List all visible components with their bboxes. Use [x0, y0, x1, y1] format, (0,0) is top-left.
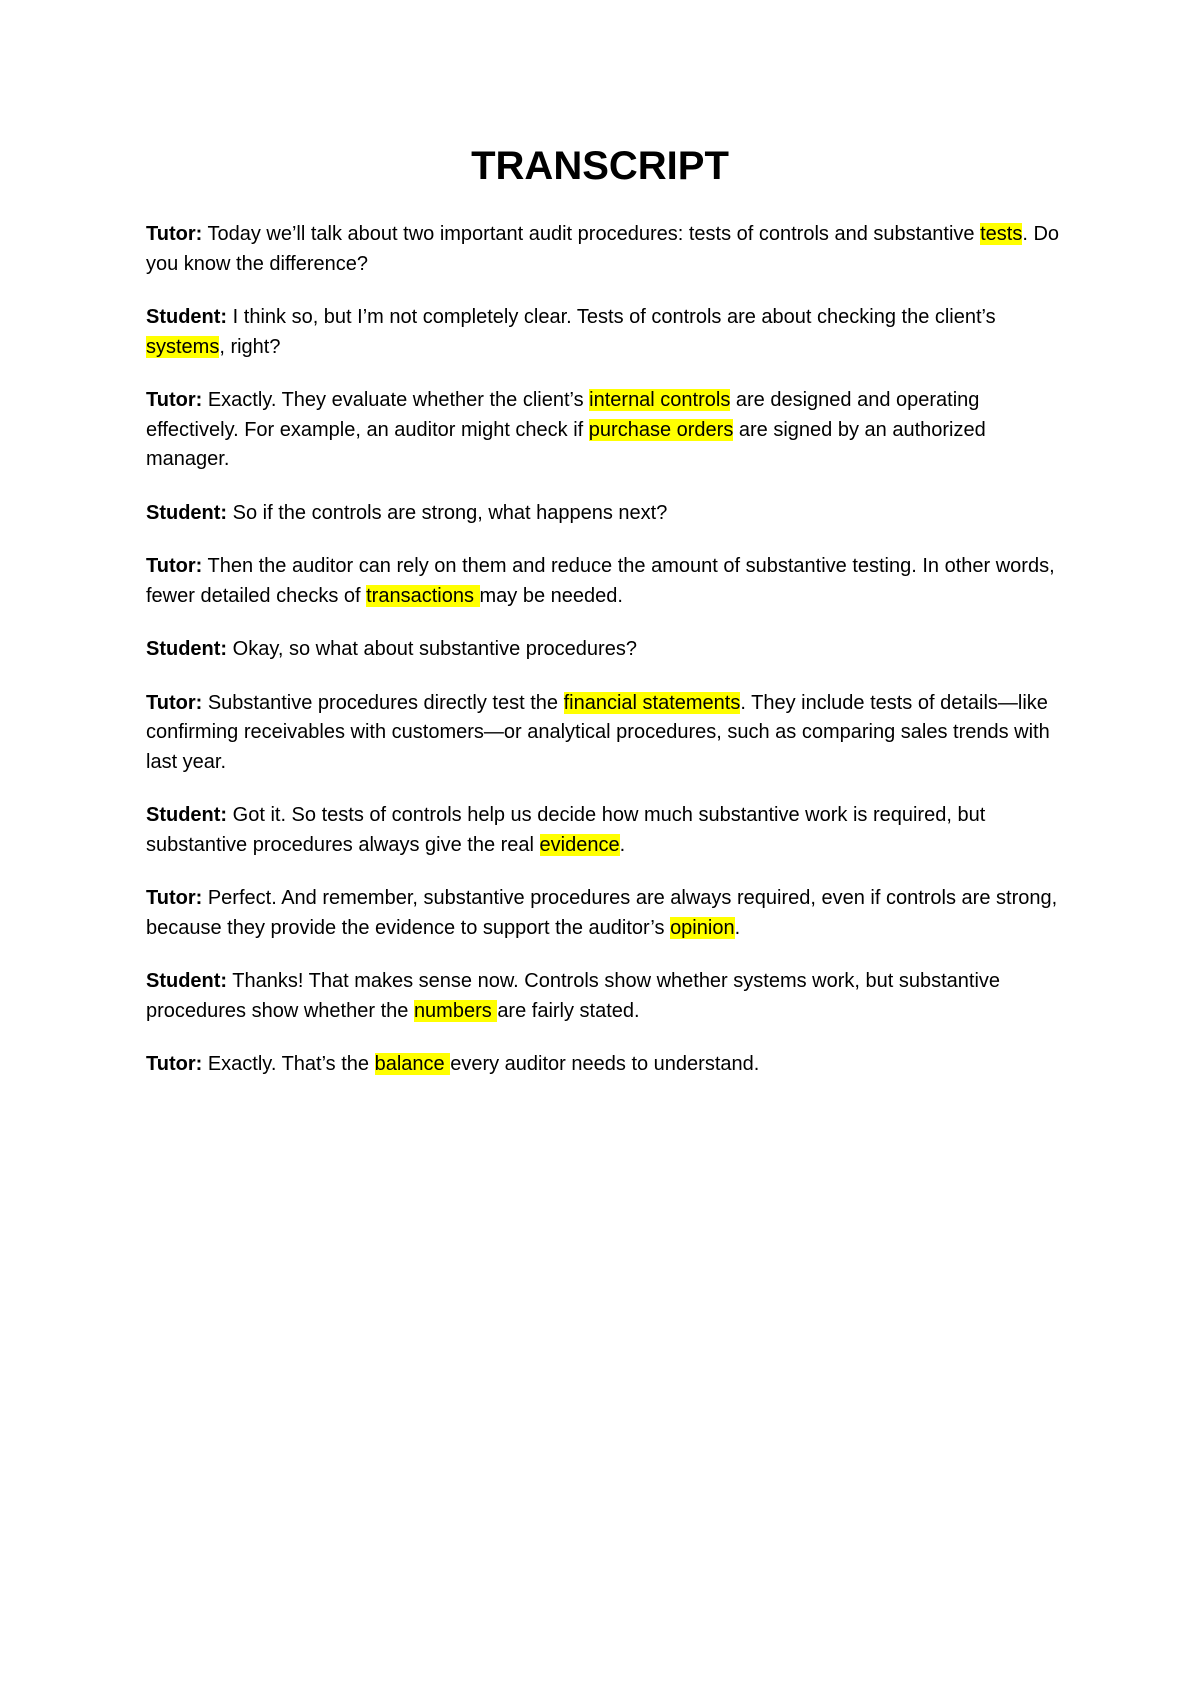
turn-text: Today we’ll talk about two important audit procedures: tests of controls and substantive: [202, 223, 981, 245]
transcript-turn: [146, 1050, 1066, 1080]
turn-text: I think so, but I’m not completely clear. Tests of controls are about checking the client’s: [227, 306, 996, 328]
turn-text: , right?: [219, 335, 281, 358]
turn-text: Thanks! That makes sense now. Controls show whether systems work, but substantive procedures show whether the: [146, 970, 1001, 1022]
turn-text: are fairly stated.: [497, 999, 640, 1022]
highlighted-term: purchase orders: [588, 418, 734, 441]
turn-text: Perfect. And remember, substantive procedures are always required, even if controls are strong, because they provide the evidence to support the auditor’s: [146, 887, 1058, 939]
highlighted-term: transactions: [366, 584, 480, 607]
speaker-label: Tutor:: [146, 1053, 203, 1075]
speaker-label: Tutor:: [146, 887, 203, 909]
transcript-turn: [146, 884, 1066, 943]
turn-text: every auditor needs to understand.: [450, 1053, 760, 1075]
turn-text: Okay, so what about substantive procedures?: [227, 638, 637, 660]
highlighted-term: systems: [146, 335, 220, 358]
speaker-label: Tutor:: [146, 691, 203, 714]
highlighted-term: evidence: [539, 833, 620, 856]
speaker-label: Tutor:: [146, 555, 203, 577]
turn-text: .: [619, 833, 626, 856]
turn-text: . They include tests of details—like confirming receivables with customers—or analytical procedures, such as comparing sales trends with last year.: [146, 691, 1050, 773]
highlighted-term: numbers: [413, 999, 498, 1022]
turn-text: are designed and operating effectively. For example, an auditor might check if: [146, 389, 980, 441]
highlighted-term: opinion: [670, 916, 735, 939]
highlighted-term: balance: [374, 1053, 451, 1075]
speaker-label: Student:: [146, 970, 228, 992]
speaker-label: Tutor:: [146, 223, 203, 245]
speaker-label: Tutor:: [146, 389, 203, 411]
turn-text: . Do you know the difference?: [146, 223, 1060, 275]
turn-text: are signed by an authorized manager.: [146, 418, 986, 470]
speaker-label: Student:: [146, 306, 228, 328]
highlighted-term: financial statements: [563, 691, 741, 714]
speaker-label: Student:: [146, 501, 228, 524]
transcript-turn: [146, 967, 1066, 1026]
document-title: TRANSCRIPT: [471, 144, 729, 188]
transcript-turn: [146, 220, 1066, 279]
speaker-label: Student:: [146, 638, 228, 660]
turn-text: Then the auditor can rely on them and reduce the amount of substantive testing. In other words, fewer detailed checks of: [146, 555, 1055, 607]
transcript-turn: [146, 801, 1066, 860]
turn-text: Exactly. That’s the: [202, 1053, 375, 1075]
transcript-turn: [146, 386, 1066, 475]
highlighted-term: internal controls: [589, 389, 731, 411]
turn-text: So if the controls are strong, what happens next?: [227, 501, 668, 524]
speaker-label: Student:: [146, 804, 228, 826]
transcript-body: [146, 220, 1066, 1104]
transcript-turn: [146, 303, 1066, 362]
transcript-turn: [146, 635, 1066, 665]
turn-text: may be needed.: [479, 584, 623, 607]
transcript-turn: [146, 499, 1066, 529]
transcript-turn: [146, 689, 1066, 778]
highlighted-term: tests: [980, 223, 1023, 245]
turn-text: Substantive procedures directly test the: [202, 691, 564, 714]
turn-text: Exactly. They evaluate whether the client’s: [202, 389, 590, 411]
turn-text: .: [734, 916, 741, 939]
turn-text: Got it. So tests of controls help us decide how much substantive work is required, but substantive procedures always give the real: [146, 804, 986, 856]
transcript-turn: [146, 552, 1066, 611]
